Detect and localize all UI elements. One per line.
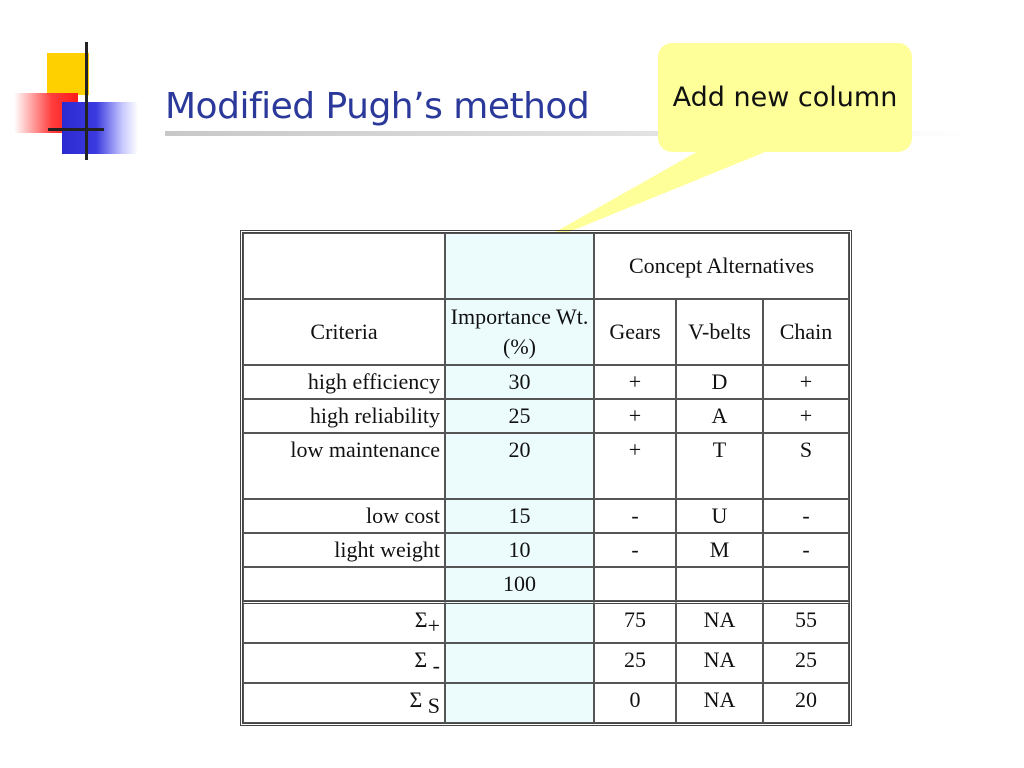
sum-weight-cell xyxy=(445,643,594,683)
vbelts-cell: D xyxy=(676,365,763,399)
criterion-cell: light weight xyxy=(243,533,445,567)
criteria-header: Criteria xyxy=(243,299,445,365)
vbelts-sum-cell: NA xyxy=(676,643,763,683)
sum-suffix: S xyxy=(422,693,440,718)
weight-cell: 20 xyxy=(445,433,594,499)
concept-alternatives-header: Concept Alternatives xyxy=(594,233,849,299)
sum-weight-cell xyxy=(445,683,594,723)
gears-sum-cell: 75 xyxy=(594,601,676,643)
weight-cell: 25 xyxy=(445,399,594,433)
gears-sum-cell: 25 xyxy=(594,643,676,683)
table-row xyxy=(243,365,849,399)
sum-label-cell xyxy=(243,683,445,723)
sum-row xyxy=(243,683,849,723)
chain-cell: + xyxy=(763,399,849,433)
gears-cell: - xyxy=(594,499,676,533)
sigma-symbol: Σ xyxy=(414,647,428,672)
sum-row xyxy=(243,601,849,643)
criterion-cell: high efficiency xyxy=(243,365,445,399)
empty-cell xyxy=(763,567,849,601)
criterion-cell: low maintenance xyxy=(243,433,445,499)
add-column-callout: Add new column xyxy=(658,43,912,152)
gears-cell: + xyxy=(594,399,676,433)
importance-header: Importance Wt. (%) xyxy=(445,299,594,365)
vbelts-cell: A xyxy=(676,399,763,433)
weight-cell: 15 xyxy=(445,499,594,533)
gears-sum-cell: 0 xyxy=(594,683,676,723)
sum-label-cell xyxy=(243,643,445,683)
table-subheader-row xyxy=(243,299,849,365)
vbelts-sum-cell: NA xyxy=(676,601,763,643)
header-empty-cell xyxy=(243,233,445,299)
chain-cell: S xyxy=(763,433,849,499)
chain-cell: - xyxy=(763,533,849,567)
total-label-cell xyxy=(243,567,445,601)
chain-sum-cell: 55 xyxy=(763,601,849,643)
chain-sum-cell: 20 xyxy=(763,683,849,723)
sum-label-cell xyxy=(243,601,445,643)
header-empty-weight-cell xyxy=(445,233,594,299)
gears-cell: + xyxy=(594,433,676,499)
criterion-cell: low cost xyxy=(243,499,445,533)
vbelts-cell: M xyxy=(676,533,763,567)
sigma-symbol: Σ xyxy=(409,687,423,712)
sum-weight-cell xyxy=(445,601,594,643)
table-row xyxy=(243,499,849,533)
total-row xyxy=(243,567,849,601)
empty-cell xyxy=(676,567,763,601)
vbelts-cell: T xyxy=(676,433,763,499)
table-header-row xyxy=(243,233,849,299)
vbelts-header: V-belts xyxy=(676,299,763,365)
criterion-cell: high reliability xyxy=(243,399,445,433)
vbelts-cell: U xyxy=(676,499,763,533)
chain-header: Chain xyxy=(763,299,849,365)
table-row xyxy=(243,533,849,567)
sum-suffix: + xyxy=(427,613,440,638)
weight-cell: 30 xyxy=(445,365,594,399)
gears-cell: + xyxy=(594,365,676,399)
total-weight-cell: 100 xyxy=(445,567,594,601)
table-row xyxy=(243,399,849,433)
empty-cell xyxy=(594,567,676,601)
chain-cell: + xyxy=(763,365,849,399)
sum-suffix: - xyxy=(427,653,440,678)
chain-sum-cell: 25 xyxy=(763,643,849,683)
chain-cell: - xyxy=(763,499,849,533)
sigma-symbol: Σ xyxy=(414,607,428,632)
weight-cell: 10 xyxy=(445,533,594,567)
gears-header: Gears xyxy=(594,299,676,365)
vbelts-sum-cell: NA xyxy=(676,683,763,723)
pugh-table xyxy=(240,230,852,726)
gears-cell: - xyxy=(594,533,676,567)
table-row xyxy=(243,433,849,499)
sum-row xyxy=(243,643,849,683)
slide-title: Modified Pugh’s method xyxy=(165,86,590,127)
